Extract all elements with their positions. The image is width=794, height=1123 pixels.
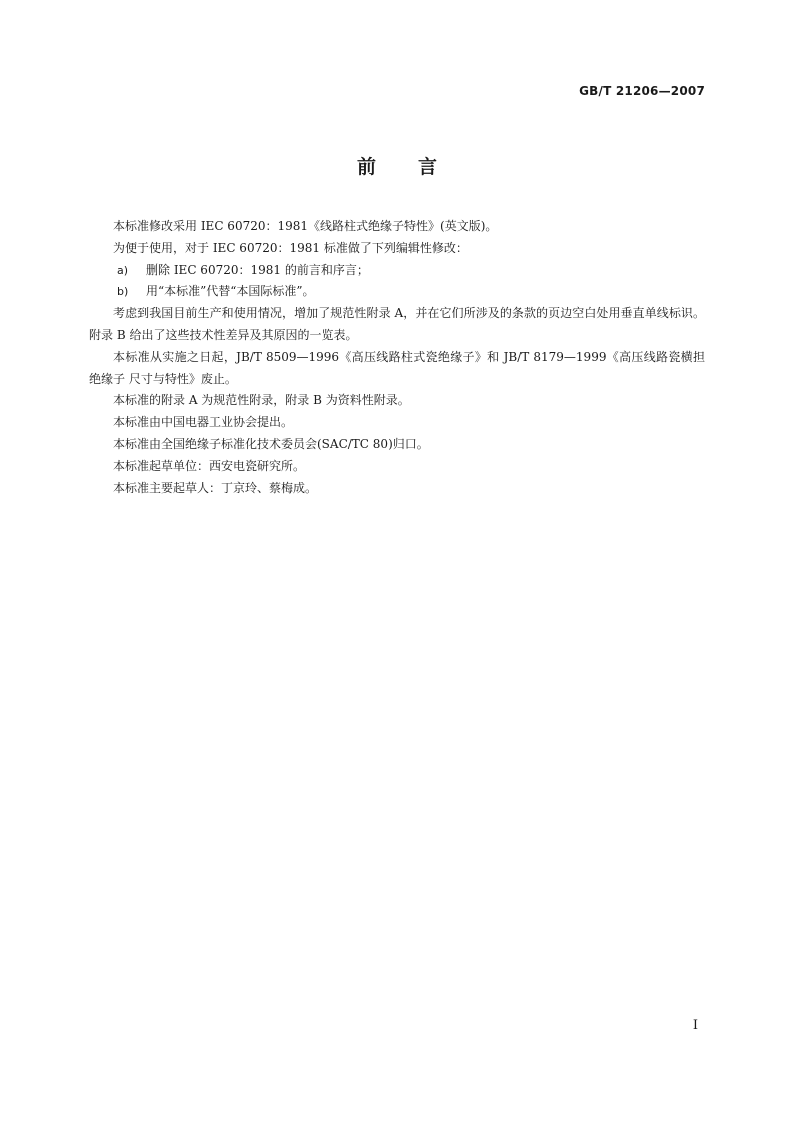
list-item-b	[89, 281, 705, 303]
list-text-b: 用“本标准”代替“本国际标准”。	[146, 284, 315, 299]
title-char-2: 言	[418, 156, 438, 178]
page-title	[0, 152, 794, 179]
paragraph-drafters: 本标准主要起草人：丁京玲、蔡梅成。	[113, 480, 318, 495]
paragraph-centralized-by: 本标准由全国绝缘子标准化技术委员会(SAC/TC 80)归口。	[113, 436, 429, 451]
list-marker-b: b)	[117, 285, 129, 299]
title-char-1: 前	[356, 156, 376, 178]
list-item-a	[89, 260, 705, 282]
list-text-a: 删除 IEC 60720：1981 的前言和序言；	[146, 262, 369, 277]
paragraph-supersedes: 本标准从实施之日起，JB/T 8509—1996《高压线路柱式瓷绝缘子》和 JB/T 8179—1999《高压线路瓷横担绝缘子 尺寸与特性》废止。	[89, 349, 705, 386]
paragraph-annex-a: 考虑到我国目前生产和使用情况，增加了规范性附录 A，并在它们所涉及的条款的页边空白处用垂直单线标识。附录 B 给出了这些技术性差异及其原因的一览表。	[89, 306, 705, 342]
paragraph-proposed-by: 本标准由中国电器工业协会提出。	[113, 415, 294, 430]
standard-number: GB/T 21206—2007	[579, 84, 705, 98]
list-marker-a: a)	[117, 263, 129, 277]
paragraph-annexes: 本标准的附录 A 为规范性附录，附录 B 为资料性附录。	[113, 393, 410, 408]
paragraph-adoption: 本标准修改采用 IEC 60720：1981《线路柱式绝缘子特性》(英文版)。	[113, 219, 498, 233]
paragraph-drafting-unit: 本标准起草单位：西安电瓷研究所。	[113, 458, 306, 473]
paragraph-editorial-changes: 为便于使用，对于 IEC 60720：1981 标准做了下列编辑性修改：	[113, 240, 468, 255]
foreword-body	[89, 216, 705, 499]
page-number: I	[692, 1018, 698, 1033]
